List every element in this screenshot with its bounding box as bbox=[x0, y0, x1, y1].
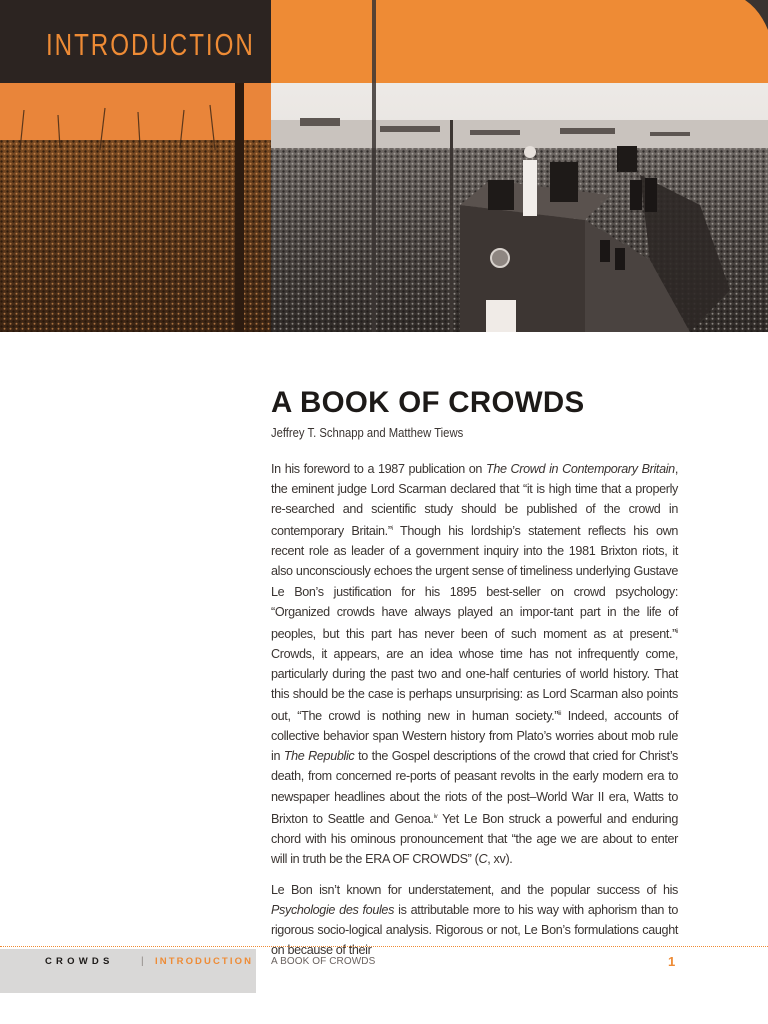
footnote-marker: iii bbox=[558, 711, 562, 718]
footnote-marker: ii bbox=[676, 628, 678, 635]
section-label: INTRODUCTION bbox=[46, 27, 255, 62]
footer-separator: | bbox=[141, 956, 144, 967]
paragraph: Le Bon isn’t known for understatement, and the popular success of his Psychologie des foules is attributable more to his way with aphorism than to rigorous socio-logical analysis. Rigorous or not, Le Bon’s formulations caught on because of their bbox=[271, 882, 678, 958]
footer-divider bbox=[0, 946, 768, 947]
article-byline: Jeffrey T. Schnapp and Matthew Tiews bbox=[271, 426, 464, 440]
page-number: 1 bbox=[668, 954, 676, 969]
article bbox=[271, 385, 678, 971]
footer-brand: CROWDS bbox=[45, 956, 114, 967]
article-body bbox=[271, 459, 678, 960]
paragraph: In his foreword to a 1987 publication on The Crowd in Contemporary Britain, the eminent judge Lord Scarman declared that “it is high time that a properly re-searched and scientific study should be published of the crowd in contemporary Britain.”$^i$ Though his lordship’s statement reflects his own recent role as leader of a government inquiry into the 1981 Brixton riots, it also unconsciously echoes the urgent sense of timeliness underlying Gustave Le Bon’s justification for his 1895 best-seller on crowd psychology: “Organized crowds have always played an impor-tant part in the life of peoples, but this part has never been of such moment as at present.”$^{ii}$ Crowds, it appears, are an idea whose time has not infrequently come, particularly during the past two and one-half centuries of world history. That this should be the case is perhaps unsurprising: as Lord Scarman also points out, “The crowd is nothing new in human society.”$^{iii}$ Indeed, accounts of collective behavior span Western history from Plato’s worries about mob rule in The Republic to the Gospel descriptions of the crowd that cried for Christ’s death, from concerned re-ports of peasant revolts in the early modern era to newspaper headlines about the riots of the post–World War II era, Watts to Brixton to Seattle and Genoa.$^{iv}$ Yet Le Bon struck a powerful and enduring chord with his ominous pronouncement that “the age we are about to enter will in truth be the ERA OF CROWDS” (C, xv). bbox=[271, 462, 678, 866]
article-title: A BOOK OF CROWDS bbox=[271, 386, 585, 419]
footnote-marker: i bbox=[391, 526, 393, 533]
footer-chapter: INTRODUCTION bbox=[155, 956, 254, 967]
page-footer bbox=[0, 943, 768, 1003]
footnote-marker: iv bbox=[433, 813, 438, 820]
footer-title: A BOOK OF CROWDS bbox=[271, 956, 376, 967]
section-label-band bbox=[0, 0, 271, 83]
